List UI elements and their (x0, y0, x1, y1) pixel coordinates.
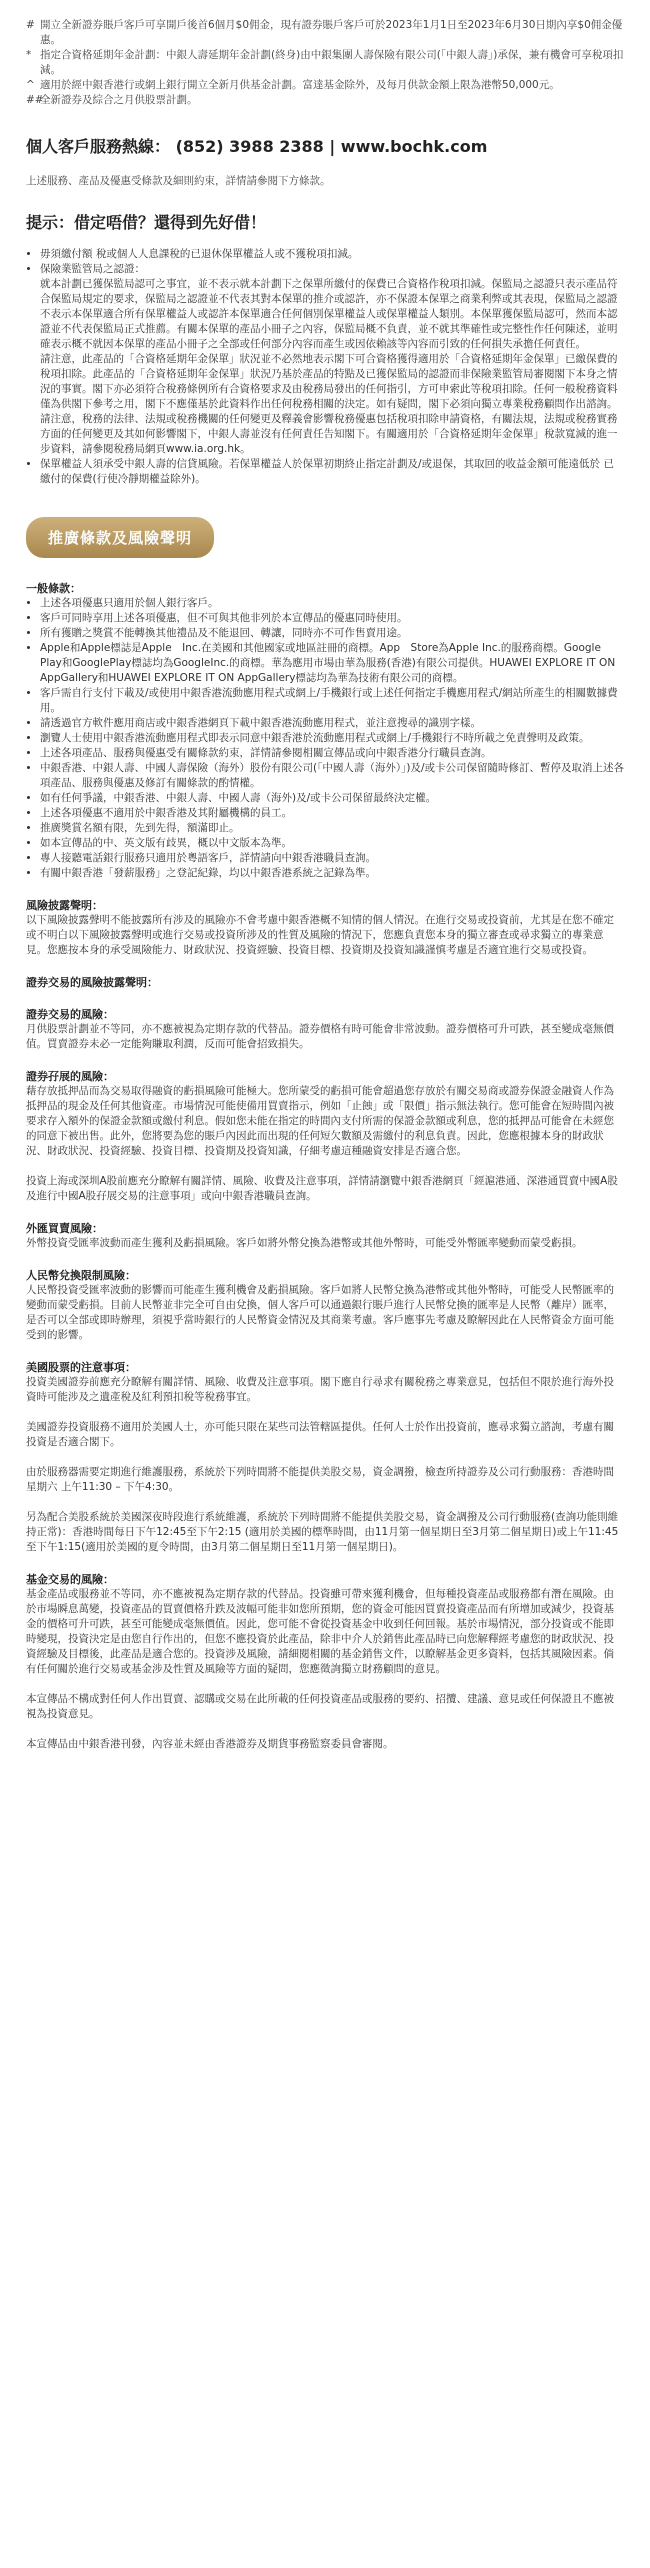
general-terms-item: • 如本宣傳品的中、英文版有歧異，概以中文版本為準。 (40, 836, 624, 851)
footnote-mark: ## (26, 94, 44, 106)
footnote-text: 適用於經中銀香港行或網上銀行開立全新月供基金計劃。富達基金除外，及每月供款金額上限為港幣50,000元。 (40, 79, 560, 91)
general-terms-item: • 上述各項產品、服務與優惠受有關條款約束，詳情請參閱相關宣傳品或向中銀香港分行職員查詢。 (40, 746, 624, 761)
general-terms-item: • Apple和Apple標誌是Apple Inc.在美國和其他國家或地區註冊的商標。App Store為Apple Inc.的服務商標。Google Play和GooglePlay標誌均為GoogleInc.的商標。華為應用市場由華為服務(香港)有限公司提供。HUAWEI EXPLORE IT ON AppGallery和HUAWEI EXPLORE IT ON AppGallery標誌均為華為技術有限公司的商標。 (40, 641, 624, 686)
footnote-text: 全新證券及綜合之月供股票計劃。 (40, 94, 198, 106)
footnote-mark: ^ (26, 79, 35, 91)
footer-issuer: 本宣傳品由中銀香港刊發，內容並未經由香港證券及期貨事務監察委員會審閱。 (26, 1738, 394, 1750)
section-paragraph: 月供股票計劃並不等同，亦不應被視為定期存款的代替品。證券價格有時可能會非常波動。證券價格可升可跌，甚至變成毫無價值。買賣證券未必一定能夠賺取利潤，反而可能會招致損失。 (26, 1023, 614, 1050)
section-title: 外匯買賣風險： (26, 1222, 103, 1235)
general-terms-item: • 所有獲贈之獎賞不能轉換其他禮品及不能退回、轉讓，同時亦不可作售賣用途。 (40, 626, 624, 641)
section-paragraph: 另為配合美股系統於美國深夜時段進行系統維護，系統於下列時間將不能提供美股交易，資金調撥及公司行動服務(查詢功能則維持正常)：香港時間每日下午12:45至下午2:15 (適用於美國的標準時間，由11月第一個星期日至3月第二個星期日)或上午11:45至下午1:15(適用於美國的夏令時間，由3月第二個星期日至11月第一個星期日)。 (26, 1511, 619, 1553)
general-terms-item: • 有關中銀香港「發薪服務」之登記紀錄，均以中銀香港系統之記錄為準。 (40, 866, 624, 881)
section-paragraph: 藉存放抵押品而為交易取得融資的虧損風險可能極大。您所蒙受的虧損可能會超過您存放於有關交易商或證券保證金融資人作為抵押品的現金及任何其他資產。市場情況可能使備用買賣指示，例如「止蝕」或「限價」指示無法執行。您可能會在短時間內被要求存入額外的保證金款額或繳付利息。假如您未能在指定的時間內支付所需的保證金款額或利息，您的抵押品可能會在未經您的同意下被出售。此外，您將要為您的賬戶內因此而出現的任何短欠數額及需繳付的利息負責。因此，您應根據本身的財政狀況、財政狀況、投資經驗、投資目標、投資期及投資知識，仔細考慮這種融資安排是否適合您。 (26, 1085, 614, 1157)
section-paragraph: 投資上海或深圳A股前應充分瞭解有關詳情、風險、收費及注意事項，詳情請瀏覽中銀香港網頁「經滬港通、深港通買賣中國A股及進行中國A股孖展交易的注意事項」或向中銀香港職員查詢。 (26, 1175, 618, 1202)
section-title: 風險披露聲明： (26, 899, 103, 912)
general-terms-item: • 客戶需自行支付下載及/或使用中銀香港流動應用程式或網上/手機銀行或上述任何指定手機應用程式/網站所產生的相關數據費用。 (40, 686, 624, 716)
general-terms-item: • 專人接聽電話銀行服務只適用於粵語客戶，詳情請向中銀香港職員查詢。 (40, 851, 624, 866)
reminder-list (26, 247, 624, 487)
footnotes (26, 18, 624, 108)
footnote-mark: * (26, 49, 32, 61)
general-terms-item: • 推廣獎賞名額有限，先到先得，額滿即止。 (40, 821, 624, 836)
section-title: 證券交易的風險： (26, 1008, 114, 1021)
general-terms-list (26, 596, 624, 881)
hotline-subtitle: 上述服務、產品及優惠受條款及細則約束，詳情請參閱下方條款。 (26, 175, 331, 187)
footnote (26, 78, 624, 93)
reminder-item: • 保險業監管局之認證： 就本計劃已獲保監局認可之事宜，並不表示就本計劃下之保單所繳付的保費已合資格作稅項扣減。保監局之認證只表示產品符合保監局規定的要求，保監局之認證並不代表其對本保單的推介或認許，亦不保證本保單之商業利弊或其表現，保監局之認證不表示本保單適合所有保單權益人或認許本保單適合任何個別保單權益人或保單權益人類別。本保單獲保監局認可，然而本認證並不代表保監局正式推薦。有關本保單的產品小冊子之內容，保監局概不負責，並不就其準確性或完整性作任何陳述，並明確表示概不就因本保單的產品小冊子之全部或任何部分內容而產生或因依賴該等內容而引致的任何損失承擔任何責任。 請注意，此產品的「合資格延期年金保單」狀況並不必然地表示閣下可合資格獲得適用於「合資格延期年金保單」已繳保費的稅項扣除。此產品的「合資格延期年金保單」狀況乃基於產品的特點及已獲保監局的認證而非保險業監管局審閱閣下本身之情況的事實。閣下亦必須符合稅務條例所有合資格要求及由稅務局發出的任何指引，方可申索此等稅項扣除。任何一般稅務資料僅為供閣下參考之用，閣下不應僅基於此資料作出任何稅務相關的決定。如有疑問，閣下必須向獨立專業稅務顧問作出諮詢。請注意，稅務的法律、法規或稅務機關的任何變更及釋義會影響稅務優惠包括稅項扣除申請資格，有關法規，法規或稅務實務方面的任何變更及其如何影響閣下，中銀人壽並沒有任何責任告知閣下。有關適用於「合資格延期年金保單」稅款寬減的進一步資料，請參閱稅務局網頁www.ia.org.hk。 (40, 262, 624, 457)
footnote-mark: # (26, 19, 35, 31)
footnote-text: 指定合資格延期年金計劃：中銀人壽延期年金計劃(終身)由中銀集團人壽保險有限公司(「中銀人壽」)承保，兼有機會可享稅項扣減。 (40, 49, 624, 76)
section-paragraph: 人民幣投資受匯率波動的影響而可能產生獲利機會及虧損風險。客戶如將人民幣兌換為港幣或其他外幣時，可能受人民幣匯率的變動而蒙受虧損。目前人民幣並非完全可自由兌換，個人客戶可以通過銀行賬戶進行人民幣兌換的匯率是人民幣（離岸）匯率，是否可以全部或即時辦理，須視乎當時銀行的人民幣資金情況及其商業考慮。客戶應事先考慮及瞭解因此在人民幣資金方面可能受到的影響。 (26, 1284, 614, 1341)
general-terms-item: • 上述各項優惠不適用於中銀香港及其附屬機構的員工。 (40, 806, 624, 821)
general-terms-item: • 客戶可同時享用上述各項優惠，但不可與其他非列於本宣傳品的優惠同時使用。 (40, 611, 624, 626)
section-title: 基金交易的風險： (26, 1573, 114, 1586)
footnote (26, 18, 624, 48)
reminder-item: • 保單權益人須承受中銀人壽的信貸風險。若保單權益人於保單初期終止指定計劃及/或退保，其取回的收益金額可能遠低於 已繳付的保費(行使冷靜期權益除外)。 (40, 457, 624, 487)
footnote-text: 開立全新證券賬戶客戶可享開戶後首6個月$0佣金，現有證券賬戶客戶可於2023年1月1日至2023年6月30日期內享$0佣金優惠。 (40, 19, 623, 46)
general-terms-item: • 上述各項優惠只適用於個人銀行客戶。 (40, 596, 624, 611)
section-paragraph: 投資美國證券前應充分瞭解有關詳情、風險、收費及注意事項。閣下應自行尋求有關稅務之專業意見，包括但不限於進行海外投資時可能涉及之遺產稅及紅利預扣稅等稅務事宜。 (26, 1376, 614, 1403)
general-terms-item: • 瀏覽人士使用中銀香港流動應用程式即表示同意中銀香港於流動應用程式或網上/手機銀行不時所載之免責聲明及政策。 (40, 731, 624, 746)
risk-sections (26, 897, 624, 1677)
section-paragraph: 美國證券投資服務不適用於美國人士，亦可能只限在某些司法管轄區提供。任何人士於作出投資前，應尋求獨立諮詢，考慮有關投資是否適合閣下。 (26, 1421, 614, 1448)
reminder-title: 提示：借定唔借？還得到先好借！ (26, 213, 267, 232)
hotline-title: 個人客戶服務熱線： (852) 3988 2388 | www.bochk.com (26, 137, 488, 156)
general-terms-title: 一般條款： (26, 582, 81, 595)
section-title: 證券孖展的風險： (26, 1070, 114, 1083)
general-terms-item: • 如有任何爭議，中銀香港、中銀人壽、中國人壽（海外)及/或卡公司保留最終決定權。 (40, 791, 624, 806)
footnote (26, 93, 624, 108)
footnote (26, 48, 624, 78)
section-title: 人民幣兌換限制風險： (26, 1269, 136, 1282)
section-paragraph: 以下風險披露聲明不能披露所有涉及的風險亦不會考慮中銀香港概不知情的個人情況。在進行交易或投資前，尤其是在您不確定或不明白以下風險披露聲明或進行交易或投資所涉及的性質及風險的情況下，您應負責您本身的獨立審查或尋求獨立的專業意見。您應按本身的承受風險能力、財政狀況、投資經驗、投資目標、投資期及投資知識謹慎考慮是否適宜進行交易或投資。 (26, 914, 614, 956)
section-title: 美國股票的注意事項： (26, 1361, 136, 1374)
section-paragraph: 基金產品或服務並不等同，亦不應被視為定期存款的代替品。投資雖可帶來獲利機會，但每種投資產品或服務都有潛在風險。由於市場瞬息萬變，投資產品的買賣價格升跌及波幅可能非如您所預期，您的資金可能因買賣投資產品而有所增加或減少，投資基金的價格可升可跌，甚至可能變成毫無價值。因此，您可能不會從投資基金中收到任何回報。基於市場情況，部分投資或不能即時變現，投資決定是由您自行作出的，但您不應投資於此產品，除非中介人於銷售此產品時已向您解釋經考慮您的財政狀況、投資經驗及目標後，此產品是適合您的。投資涉及風險，請細閱相關的基金銷售文件，以瞭解基金更多資料，包括其風險因素。倘有任何關於進行交易或基金涉及性質及風險等方面的疑問，您應徵詢獨立財務顧問的意見。 (26, 1588, 614, 1675)
reminder-item: • 毋須繳付額 稅或個人人息課稅的已退休保單權益人或不獲稅項扣減。 (40, 247, 624, 262)
general-terms-item: • 中銀香港、中銀人壽、中國人壽保險（海外）股份有限公司(「中國人壽（海外）」)及/或卡公司保留隨時修訂、暫停及取消上述各項產品、服務與優惠及修訂有關條款的酌情權。 (40, 761, 624, 791)
general-terms-item: • 請透過官方軟件應用商店或中銀香港網頁下載中銀香港流動應用程式，並注意搜尋的識別字樣。 (40, 716, 624, 731)
footer-disclaimer: 本宣傳品不構成對任何人作出買賣、認購或交易在此所載的任何投資產品或服務的要約、招攬、建議、意見或任何保證且不應被視為投資意見。 (26, 1693, 614, 1720)
terms-banner: 推廣條款及風險聲明 (26, 517, 214, 558)
section-paragraph: 由於服務器需要定期進行維護服務，系統於下列時間將不能提供美股交易，資金調撥，檢查所持證券及公司行動服務：香港時間星期六 上午11:30 – 下午4:30。 (26, 1466, 614, 1493)
section-title: 證券交易的風險披露聲明： (26, 976, 158, 989)
section-paragraph: 外幣投資受匯率波動而產生獲利及虧損風險。客戶如將外幣兌換為港幣或其他外幣時，可能受外幣匯率變動而蒙受虧損。 (26, 1237, 583, 1249)
